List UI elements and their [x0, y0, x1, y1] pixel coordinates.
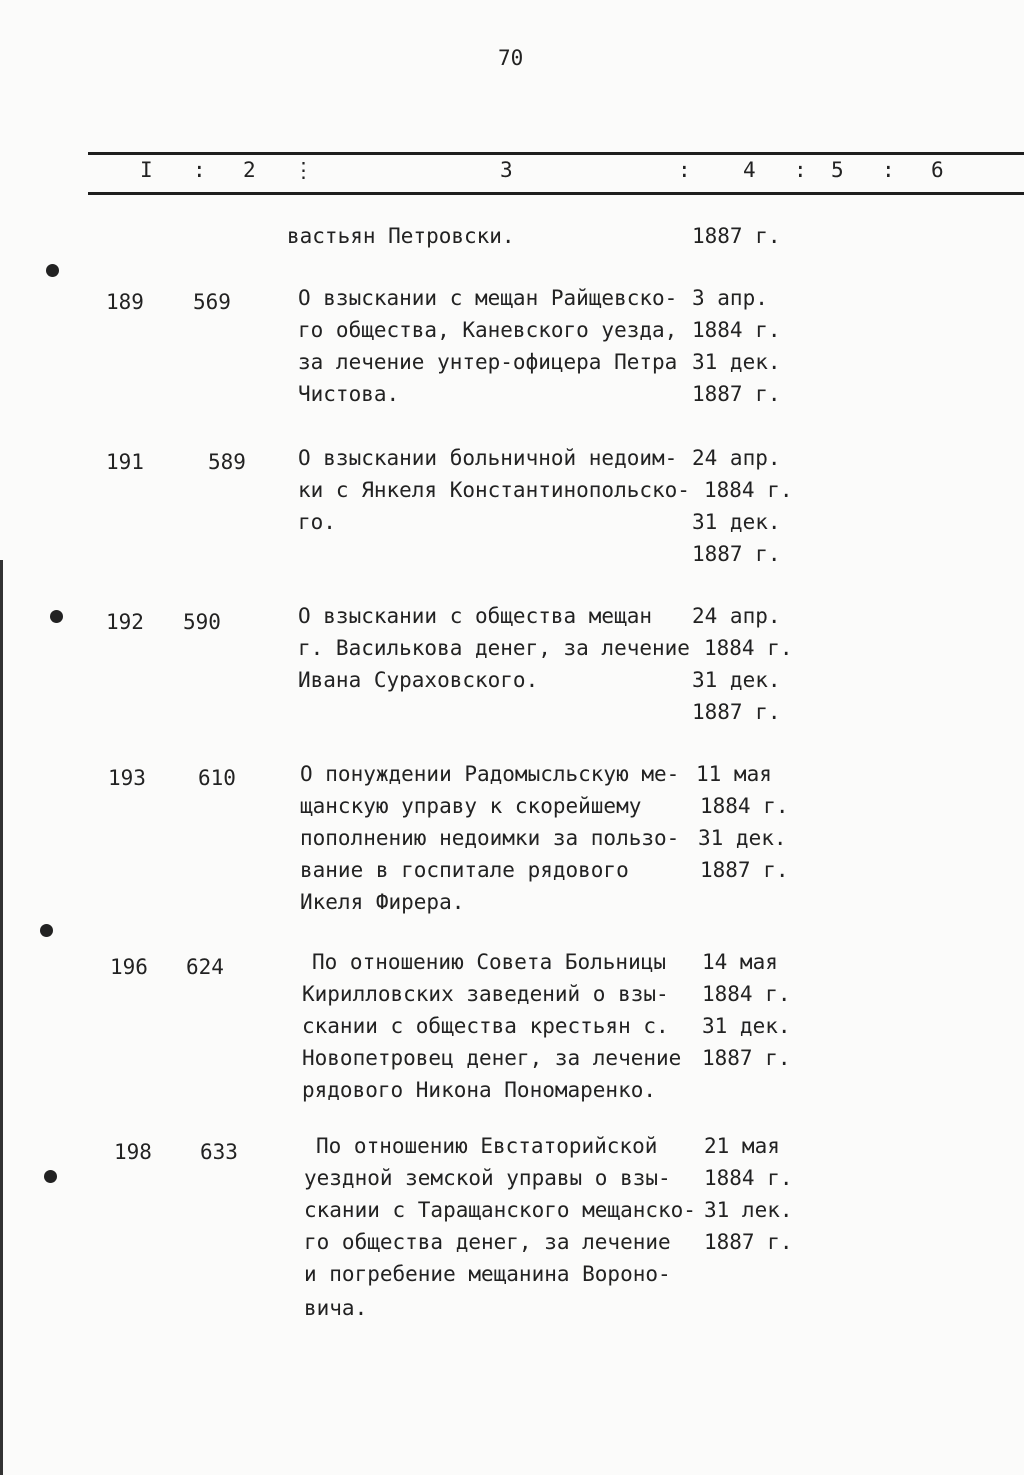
- entry-number: 196: [110, 955, 148, 979]
- desc-line: за лечение унтер-офицера Петра: [298, 350, 678, 374]
- date-line: 31 лек.: [704, 1198, 793, 1222]
- col-sep: :: [794, 158, 807, 182]
- entry-number: 193: [108, 766, 146, 790]
- file-number: 589: [208, 450, 246, 474]
- entry-number: 189: [106, 290, 144, 314]
- date-line: 1884 г.: [704, 636, 793, 660]
- date-line: 31 дек.: [698, 826, 787, 850]
- col-sep: ⋮: [293, 158, 314, 182]
- col-sep: :: [193, 158, 206, 182]
- date-line: 11 мая: [696, 762, 772, 786]
- desc-line: Икеля Фирера.: [300, 890, 465, 914]
- entry-number: 198: [114, 1140, 152, 1164]
- desc-line: скании с Таращанского мещанско-: [304, 1198, 696, 1222]
- desc-line: О понуждении Радомысльскую ме-: [300, 762, 680, 786]
- col-3-label: 3: [500, 158, 513, 182]
- date-line: 1884 г.: [700, 794, 789, 818]
- col-5-label: 5: [831, 158, 844, 182]
- col-sep: :: [678, 158, 691, 182]
- date-line: 1887 г.: [700, 858, 789, 882]
- desc-line: вание в госпитале рядового: [300, 858, 629, 882]
- desc-line: вича.: [304, 1296, 368, 1320]
- desc-line: го общества денег, за лечение: [304, 1230, 671, 1254]
- desc-line: скании с общества крестьян с.: [302, 1014, 669, 1038]
- date-line: 1887 г.: [692, 382, 781, 406]
- date-line: 1887 г.: [692, 542, 781, 566]
- desc-line: пополнению недоимки за пользо-: [300, 826, 680, 850]
- desc-line: ки с Янкеля Константинопольско-: [298, 478, 690, 502]
- date-line: 31 дек.: [702, 1014, 791, 1038]
- desc-line: го.: [298, 510, 336, 534]
- header-bottom-rule: [88, 192, 1024, 195]
- col-6-label: 6: [931, 158, 944, 182]
- desc-line: Ивана Сураховского.: [298, 668, 539, 692]
- header-top-rule: [88, 152, 1024, 155]
- date-line: 1887 г.: [702, 1046, 791, 1070]
- date-line: 24 апр.: [692, 446, 781, 470]
- col-2-label: 2: [243, 158, 256, 182]
- col-sep: :: [882, 158, 895, 182]
- carryover-text: вастьян Петровски.: [287, 224, 515, 248]
- col-4-label: 4: [743, 158, 756, 182]
- desc-line: Кирилловских заведений о взы-: [302, 982, 669, 1006]
- file-number: 610: [198, 766, 236, 790]
- scan-edge: [0, 560, 3, 1475]
- punch-hole-icon: [46, 264, 59, 277]
- page-number: 70: [498, 46, 524, 70]
- date-line: 24 апр.: [692, 604, 781, 628]
- desc-line: О взыскании с общества мещан: [298, 604, 653, 628]
- desc-line: г. Василькова денег, за лечение: [298, 636, 690, 660]
- desc-line: рядового Никона Пономаренко.: [302, 1078, 657, 1102]
- file-number: 633: [200, 1140, 238, 1164]
- carryover-date: 1887 г.: [692, 224, 781, 248]
- file-number: 590: [183, 610, 221, 634]
- desc-line: го общества, Каневского уезда,: [298, 318, 678, 342]
- date-line: 1884 г.: [704, 478, 793, 502]
- desc-line: О взыскании больничной недоим-: [298, 446, 678, 470]
- desc-line: щанскую управу к скорейшему: [300, 794, 642, 818]
- desc-line: и погребение мещанина Вороно-: [304, 1262, 671, 1286]
- date-line: 31 дек.: [692, 510, 781, 534]
- date-line: 1884 г.: [692, 318, 781, 342]
- desc-line: О взыскании с мещан Райщевско-: [298, 286, 678, 310]
- entry-number: 192: [106, 610, 144, 634]
- date-line: 1884 г.: [704, 1166, 793, 1190]
- entry-number: 191: [106, 450, 144, 474]
- desc-line: Новопетровец денег, за лечение: [302, 1046, 682, 1070]
- date-line: 1884 г.: [702, 982, 791, 1006]
- date-line: 31 дек.: [692, 350, 781, 374]
- date-line: 3 апр.: [692, 286, 768, 310]
- file-number: 624: [186, 955, 224, 979]
- date-line: 31 дек.: [692, 668, 781, 692]
- date-line: 21 мая: [704, 1134, 780, 1158]
- date-line: 1887 г.: [704, 1230, 793, 1254]
- date-line: 14 мая: [702, 950, 778, 974]
- col-1-label: I: [140, 158, 153, 182]
- desc-line: По отношению Совета Больницы: [312, 950, 667, 974]
- punch-hole-icon: [40, 924, 53, 937]
- date-line: 1887 г.: [692, 700, 781, 724]
- punch-hole-icon: [50, 610, 63, 623]
- desc-line: Чистова.: [298, 382, 400, 406]
- file-number: 569: [193, 290, 231, 314]
- punch-hole-icon: [44, 1170, 57, 1183]
- desc-line: По отношению Евстаторийской: [316, 1134, 658, 1158]
- desc-line: уездной земской управы о взы-: [304, 1166, 671, 1190]
